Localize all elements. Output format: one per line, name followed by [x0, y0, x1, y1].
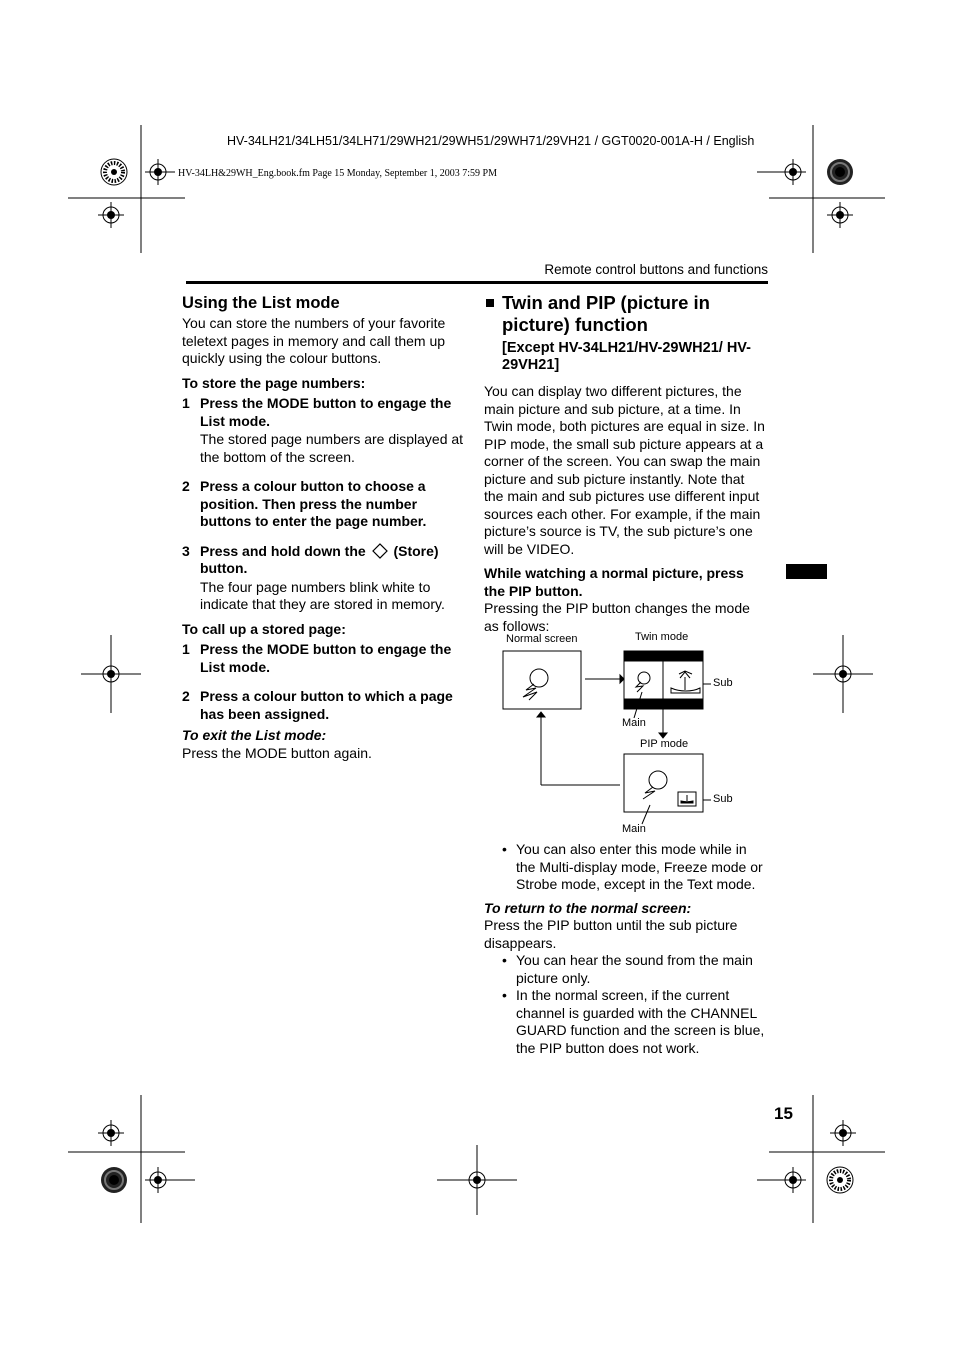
watch-heading: While watching a normal picture, press the PIP button. — [484, 565, 744, 599]
twin-main-label: Main — [622, 717, 646, 729]
twin-pip-intro: You can display two different pictures, the main picture and sub picture, at a time. In Twin mode, both pictures are equal in size. In PIP mode, the small sub picture appears at a corner of the screen. You can swap the main picture and sub picture instantly. Note that the main and sub pictures use different input sources each other. For example, if the main picture’s source is TV, the sub picture’s one will be VIDEO. — [484, 383, 765, 557]
model-exception-subheading: [Except HV-34LH21/HV-29WH21/ HV-29VH21] — [502, 340, 752, 373]
return-text: Press the PIP button until the sub picture disappears. — [484, 917, 738, 951]
return-heading: To return to the normal screen: — [484, 899, 692, 916]
store-step-3: 3 Press and hold down the (Store) button. — [182, 542, 439, 576]
pip-mode-label: PIP mode — [640, 738, 689, 750]
twin-mode-label: Twin mode — [635, 631, 689, 643]
list-mode-section — [182, 293, 467, 762]
call-heading: To call up a stored page: — [182, 620, 346, 637]
list-mode-heading: Using the List mode — [182, 294, 340, 312]
store-step-1: 1 Press the MODE button to engage the List mode. — [182, 395, 452, 429]
store-step-3-body: The four page numbers blink white to indicate that they are stored in memory. — [200, 578, 445, 612]
list-item: • In the normal screen, if the current channel is guarded with the CHANNEL GUARD function and the screen is blue, the PIP button does not work. — [502, 987, 765, 1056]
list-item: • You can also enter this mode while in the Multi-display mode, Freeze mode or Strobe mode, except in the Text mode. — [502, 841, 763, 892]
twin-sub-label: Sub — [713, 677, 733, 689]
running-title: Remote control buttons and functions — [544, 262, 768, 277]
store-diamond-icon — [372, 543, 388, 559]
model-list-header: HV-34LH21/34LH51/34LH71/29WH21/29WH51/29WH71/29VH21 / GGT0020-001A-H / English — [227, 134, 755, 148]
list-mode-intro: You can store the numbers of your favorite teletext pages in memory and call them up quickly using the colour buttons. — [182, 315, 446, 366]
twin-pip-section — [484, 292, 766, 635]
call-step-2: 2 Press a colour button to which a page has been assigned. — [182, 688, 453, 722]
pip-main-label: Main — [622, 823, 646, 835]
header-rule — [186, 281, 768, 284]
twin-pip-heading: Twin and PIP (picture in picture) function — [484, 292, 766, 336]
list-item: • You can hear the sound from the main picture only. — [502, 952, 753, 986]
store-step-1-body: The stored page numbers are displayed at the bottom of the screen. — [200, 431, 464, 465]
normal-screen-label: Normal screen — [506, 633, 578, 645]
watch-text: Pressing the PIP button changes the mode as follows: — [484, 600, 750, 634]
square-bullet-icon — [486, 299, 494, 307]
page-number: 15 — [774, 1104, 793, 1123]
store-step-2: 2 Press a colour button to choose a position. Then press the number buttons to enter the page number. — [182, 478, 427, 529]
store-heading: To store the page numbers: — [182, 374, 366, 391]
call-step-1: 1 Press the MODE button to engage the List mode. — [182, 641, 452, 675]
twin-pip-notes — [484, 841, 766, 1057]
exit-text: Press the MODE button again. — [182, 744, 372, 761]
book-file-info: HV-34LH&29WH_Eng.book.fm Page 15 Monday, September 1, 2003 7:59 PM — [178, 168, 497, 179]
section-tab-marker — [786, 564, 827, 579]
pip-sub-label: Sub — [713, 793, 733, 805]
exit-heading: To exit the List mode: — [182, 727, 327, 743]
